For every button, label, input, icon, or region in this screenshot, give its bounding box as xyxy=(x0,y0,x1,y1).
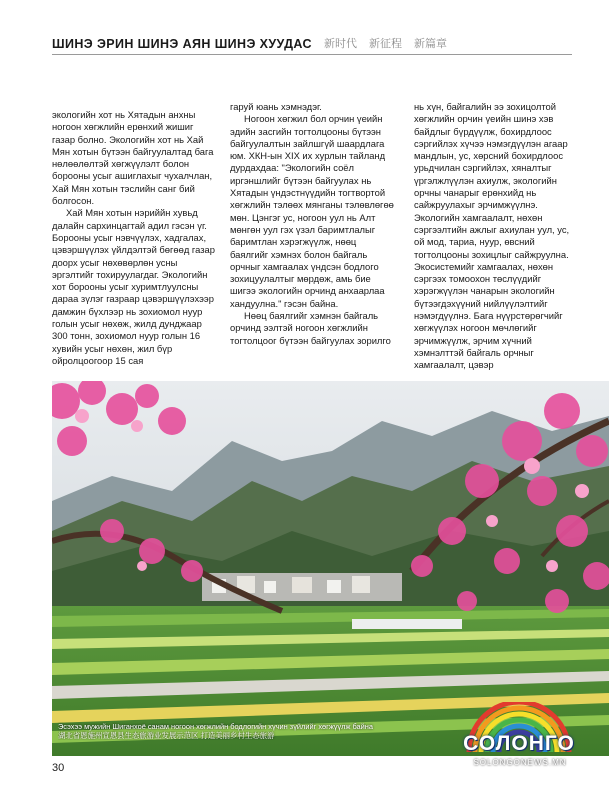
text-line: нь хүн, байгалийн ээ зохицолтой xyxy=(414,101,556,112)
text-line: ногоон хөгжлийн ерөнхий жишиг xyxy=(52,121,194,133)
article-paragraph xyxy=(52,207,217,367)
text-line: тогтолцооны зохицлыг сайжруулна. xyxy=(414,248,569,260)
article-paragraph xyxy=(230,101,395,113)
text-line: баялгийг хэмнэх болон байгаль xyxy=(230,248,368,260)
text-line: чанарыг ерөнхийд нь сайжруулахыг xyxy=(414,187,537,211)
text-line: урьдчилан сэргийлэх, хяналтыг xyxy=(414,162,552,174)
text-line: сэргийлэх хүчээ нэмэгдүүлэн агаар xyxy=(414,137,568,149)
text-line: байдлыг бүрдүүлж, бохирдлоос xyxy=(414,125,552,137)
text-line: тохируулагдаг. Экологийн хот борооны xyxy=(52,268,208,293)
text-line: эрчимжүүлж, эрчим хүчний хэмнэлттэй xyxy=(414,334,532,358)
header-tag-3: 新篇章 xyxy=(413,37,447,50)
photo-caption xyxy=(58,722,388,740)
text-line: бүхлээр нь зохиомол нуур голын усыг xyxy=(52,305,203,330)
text-line: газар болно. Экологийн хот нь Хай xyxy=(52,133,204,145)
text-line: бүтээгдэхүүний нийлүүлэлтийг xyxy=(414,297,548,309)
logo-name: СОЛОНГО xyxy=(463,732,575,755)
text-line: Мян хотын бүтээн байгуулалтад xyxy=(52,145,192,157)
text-line: баримтлан хэрэгжүүлж, нөөц xyxy=(230,236,357,248)
header-tag-1: 新时代 xyxy=(323,37,357,50)
article-paragraph xyxy=(230,310,395,347)
header-title: ШИНЭ ЭРИН ШИНЭ АЯН ШИНЭ ХУУДАС xyxy=(52,37,312,51)
article-paragraph xyxy=(230,113,395,310)
text-line: сэргээх томоохон төслүүдийг xyxy=(414,273,542,285)
text-line: мөнгөн уул гэх үзэл баримтлалыг xyxy=(230,223,376,235)
text-line: мандлын, ус, хөрсний бохирдлоос xyxy=(414,150,564,162)
page-header xyxy=(52,34,572,55)
article-paragraph xyxy=(414,101,574,372)
text-line: хөгжүүлэх ногоон мөчлөгийг xyxy=(414,322,537,334)
text-line: хөгжлийн орчин үеийн шинэ хэв xyxy=(414,113,554,125)
text-line: зохиомол нуур голын 16 хувийн усыг xyxy=(52,330,201,354)
article-paragraph xyxy=(52,109,217,207)
text-line: тогтолцоог бүтээн байгуулах зорилго xyxy=(230,334,391,346)
text-line: нэмэгдүүлнэ. Бага нүүрстөрөгчийг xyxy=(414,310,563,322)
text-line: шигээ экологийн орчинд анхаарлаа xyxy=(230,285,385,297)
article-column-3 xyxy=(414,101,574,372)
text-line: иргэншлийг бүтээн байгуулах нь xyxy=(230,174,372,186)
text-line: нөхөж, жилд дунджаар 300 тонн, xyxy=(52,318,202,342)
text-line: хөгжлийн тэлөөх мянганы тэлөвлөгөө xyxy=(230,199,394,211)
text-line: байгаль орчныг хамгаалалт, цэвэр xyxy=(414,346,534,371)
text-line: орчинд ээлтэй ногоон хөгжлийн xyxy=(230,322,368,334)
solongo-logo xyxy=(458,702,606,774)
text-line: Хятадын үндэстнүүдийн тогтвортой xyxy=(230,187,386,199)
text-line: хандуулна." гэсэн байна. xyxy=(230,297,339,309)
text-line: тайланд дурдахдаа: "Экологийн соёл xyxy=(230,150,386,174)
text-line: Хай Мян хотын тэслийн санг бий xyxy=(52,182,195,194)
caption-line-mongolian: Эсэхээ мужийн Шиганхоё санам ногоон хөгжлийн бодлогийн хүчин зүйлийг хөгжүүлж байна xyxy=(58,722,373,731)
text-line: эрчимжүүлнэ. Экологийн хамгаалалт, xyxy=(414,199,538,223)
page-number: 30 xyxy=(52,762,65,774)
text-line: Экосистемийг хамгаалах, нөхөн xyxy=(414,260,554,272)
text-line: Хай Мян хотын нэриййн хувьд xyxy=(66,207,198,219)
text-line: доорх усыг нөхөвөрлөн усны эргэлтийг xyxy=(52,256,178,280)
text-line: гаруй юань хэмнэдэг. xyxy=(230,101,322,112)
text-line: далайн сархинцагтай адил гэсэн үг. xyxy=(52,219,207,231)
caption-line-chinese: 湖北省恩施州宣恩县生态旅游业发展示范区 打造美丽乡村生态旅游 xyxy=(58,731,275,740)
article-column-1 xyxy=(52,109,217,367)
header-tag-2: 新征程 xyxy=(368,37,402,50)
text-line: усыг хуримтлуулсны дараа зүлэг xyxy=(52,281,199,305)
text-line: бүтээн байгуулалтын зайлшгүй xyxy=(230,125,381,149)
text-line: бага нөлөөлөлтэй хөгжүүлэлт болон xyxy=(52,145,214,170)
article-body xyxy=(52,101,572,371)
text-line: нөхөн, жил бүр ойролцоогоор 15 сая xyxy=(52,342,173,366)
text-line: үргэлжлүүлэн ахиулж, экологийн орчны xyxy=(414,174,557,199)
text-line: борооны усыг ашиглахыг чухалчлан, xyxy=(52,170,213,182)
text-line: уул, ус, ой мод, тариа, нуур, өвсний xyxy=(414,223,570,248)
text-line: хэрэгжүүлэн чанарын экологийн xyxy=(414,285,555,297)
logo-url: SOLONGONEWS.MN xyxy=(473,758,567,767)
text-line: Борооны усыг нэвчүүлэх, хадгалах, xyxy=(52,231,207,243)
text-line: болгосон. xyxy=(52,195,95,207)
text-line: шаардлага юм. ХКН-ын XIX их хурлын xyxy=(230,137,385,162)
text-line: нөхөн сэргээлтийн ажлыг ахиулан xyxy=(414,211,543,235)
text-line: Ногоон хөгжил бол орчин xyxy=(244,113,355,125)
text-line: мөн. Цэнгэг ус, ногоон уул нь Алт xyxy=(230,211,376,223)
text-line: үеийн эдийн засгийн тогтолцооны xyxy=(230,113,383,137)
text-line: цэвэршүүлэх үйлдэлтэй бөгөөд газар xyxy=(52,244,215,256)
article-column-2 xyxy=(230,101,395,347)
text-line: Нөөц баялгийг хэмнэн байгаль xyxy=(244,310,379,322)
text-line: орчныг хамгаалах үндсэн бодлого xyxy=(230,260,379,272)
text-line: экологийн хот нь Хятадын анхны xyxy=(52,109,196,120)
landscape-photo xyxy=(52,381,609,756)
text-line: газраар цэвэршүүлэхээр дамжин xyxy=(52,293,214,317)
text-line: зохицуулалтыг мөрдөж, амь бие xyxy=(230,273,371,285)
